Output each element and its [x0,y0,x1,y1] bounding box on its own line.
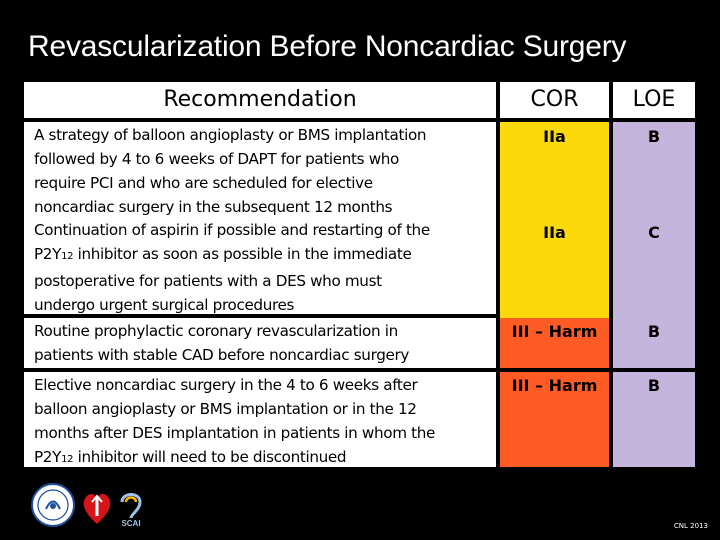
recommendation-1-line-2: followed by 4 to 6 weeks of DAPT for patients who [34,150,399,168]
recommendation-4 [24,372,496,467]
cor-value-1: IIa [543,127,566,146]
loe-value-1: B [647,127,661,146]
recommendation-3 [24,318,496,368]
aha-acc-seal-logo [30,482,76,528]
slide-title: Revascularization Before Noncardiac Surgery [28,30,627,63]
recommendation-2-line-2 [34,242,490,269]
aha-heart-torch-logo [80,482,114,528]
loe-cell-1 [613,122,695,318]
recommendation-4-p2y: P2Y [34,448,62,466]
loe-cell-3 [613,318,695,368]
recommendation-4-line-2: balloon angioplasty or BMS implantation or in the 12 [34,400,417,418]
recommendation-4-subscript: 12 [61,454,74,465]
recommendation-1-line-3: require PCI and who are scheduled for elective [34,174,373,192]
recommendation-4-line-4 [34,445,490,472]
recommendation-1 [24,122,496,218]
recommendation-3-line-2: patients with stable CAD before noncardiac surgery [34,346,410,364]
recommendation-2-line-4: undergo urgent surgical procedures [34,296,295,314]
recommendation-3-line-1: Routine prophylactic coronary revascularization in [34,322,398,340]
header-recommendation-label: Recommendation [163,87,357,112]
loe-value-4: B [647,376,661,395]
loe-value-2: C [648,223,660,242]
header-loe [613,82,695,118]
recommendation-2 [24,218,496,314]
recommendation-2-line-3: postoperative for patients with a DES who must [34,272,382,290]
recommendation-1-line-4: noncardiac surgery in the subsequent 12 months [34,198,393,216]
header-cor [500,82,609,118]
recommendation-2-p2y: P2Y [34,245,62,263]
cor-cell-3 [500,318,609,368]
header-loe-label: LOE [632,87,676,112]
cor-cell-4 [500,372,609,467]
recommendation-2-subscript: 12 [61,251,74,262]
cor-value-3: III – Harm [511,322,598,341]
recommendation-2-line-2-rest: inhibitor as soon as possible in the immediate [73,245,412,263]
recommendation-1-line-1: A strategy of balloon angioplasty or BMS implantation [34,126,427,144]
recommendation-4-line-1: Elective noncardiac surgery in the 4 to 6 weeks after [34,376,418,394]
footer-credit: CNL 2013 [673,522,708,530]
cor-cell-1 [500,122,609,318]
header-recommendation [24,82,496,118]
recommendation-4-line-3: months after DES implantation in patients in whom the [34,424,436,442]
recommendation-4-line-4-rest: inhibitor will need to be discontinued [73,448,347,466]
loe-value-3: B [647,322,661,341]
scai-logo [116,484,146,528]
loe-cell-4 [613,372,695,467]
cor-value-4: III – Harm [511,376,598,395]
recommendation-2-line-1: Continuation of aspirin if possible and restarting of the [34,221,430,239]
svg-text:SCAI: SCAI [121,519,141,528]
cor-value-2: IIa [543,223,566,242]
header-cor-label: COR [530,87,579,112]
